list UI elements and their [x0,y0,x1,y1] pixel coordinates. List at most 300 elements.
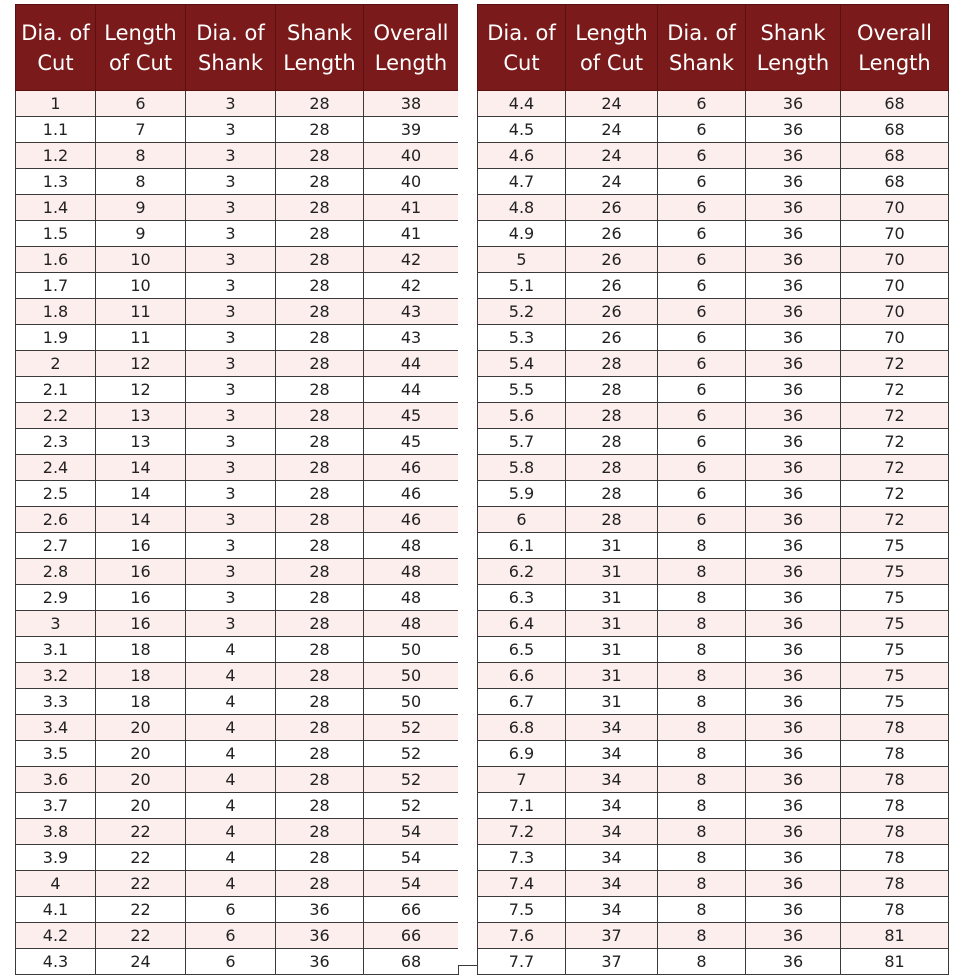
cell-dia-of-shank: 4 [186,663,276,689]
cell-shank-length: 28 [276,559,364,585]
cell-shank-length: 36 [746,169,841,195]
table-row [478,455,949,481]
cell-dia-of-cut: 3.5 [16,741,96,767]
cell-shank-length: 36 [746,377,841,403]
cell-dia-of-shank: 8 [658,845,746,871]
cell-overall-length: 81 [841,923,949,949]
cell-overall-length: 48 [364,611,459,637]
cell-dia-of-cut: 4.2 [16,923,96,949]
table-row [478,247,949,273]
table-row [478,299,949,325]
cell-shank-length: 28 [276,819,364,845]
cell-dia-of-cut: 5.5 [478,377,566,403]
cell-length-of-cut: 26 [566,195,658,221]
cell-dia-of-cut: 6.4 [478,611,566,637]
cell-dia-of-cut: 2.9 [16,585,96,611]
cell-dia-of-cut: 3.1 [16,637,96,663]
cell-dia-of-cut: 7.3 [478,845,566,871]
cell-overall-length: 68 [364,949,459,975]
cell-shank-length: 28 [276,585,364,611]
table-row [16,481,459,507]
cell-overall-length: 68 [841,117,949,143]
cell-length-of-cut: 13 [96,403,186,429]
cell-dia-of-shank: 3 [186,117,276,143]
cell-dia-of-cut: 6.9 [478,741,566,767]
cell-overall-length: 43 [364,325,459,351]
cell-dia-of-shank: 6 [186,923,276,949]
cell-shank-length: 28 [276,871,364,897]
cell-shank-length: 36 [746,221,841,247]
cell-dia-of-shank: 3 [186,91,276,117]
cell-dia-of-shank: 8 [658,923,746,949]
cell-shank-length: 36 [746,117,841,143]
cell-shank-length: 36 [746,403,841,429]
cell-overall-length: 52 [364,715,459,741]
cell-dia-of-shank: 8 [658,741,746,767]
table-row [16,117,459,143]
cell-length-of-cut: 31 [566,637,658,663]
cell-dia-of-shank: 4 [186,819,276,845]
cell-dia-of-shank: 3 [186,533,276,559]
cell-overall-length: 78 [841,793,949,819]
cell-shank-length: 36 [746,871,841,897]
table-row [478,611,949,637]
cell-dia-of-cut: 2.2 [16,403,96,429]
cell-length-of-cut: 10 [96,273,186,299]
cell-dia-of-cut: 7.2 [478,819,566,845]
header-row [16,5,459,91]
cell-length-of-cut: 24 [96,949,186,975]
cell-length-of-cut: 20 [96,767,186,793]
cell-dia-of-shank: 8 [658,767,746,793]
table-row [478,143,949,169]
table-row [478,117,949,143]
cell-overall-length: 44 [364,351,459,377]
cell-dia-of-cut: 1 [16,91,96,117]
cell-dia-of-shank: 8 [658,897,746,923]
cell-dia-of-cut: 5.9 [478,481,566,507]
cell-shank-length: 36 [746,325,841,351]
cell-dia-of-shank: 6 [658,299,746,325]
cell-dia-of-cut: 4.7 [478,169,566,195]
cell-shank-length: 28 [276,767,364,793]
cell-shank-length: 28 [276,741,364,767]
table-row [16,429,459,455]
table-row [478,663,949,689]
cell-length-of-cut: 16 [96,559,186,585]
table-row [478,195,949,221]
cell-shank-length: 36 [746,923,841,949]
cell-shank-length: 36 [746,767,841,793]
table-row [16,299,459,325]
cell-shank-length: 28 [276,377,364,403]
cell-shank-length: 36 [746,585,841,611]
cell-length-of-cut: 31 [566,559,658,585]
cell-overall-length: 70 [841,273,949,299]
cell-shank-length: 28 [276,845,364,871]
cell-dia-of-shank: 8 [658,663,746,689]
table-row [478,871,949,897]
cell-length-of-cut: 6 [96,91,186,117]
cell-length-of-cut: 16 [96,585,186,611]
cell-dia-of-cut: 7.6 [478,923,566,949]
cell-overall-length: 78 [841,897,949,923]
column-header-overall-length: Overall Length [841,5,949,91]
cell-shank-length: 28 [276,299,364,325]
cell-shank-length: 28 [276,481,364,507]
cell-dia-of-shank: 6 [658,273,746,299]
cell-length-of-cut: 28 [566,351,658,377]
cell-overall-length: 72 [841,507,949,533]
cell-dia-of-cut: 1.1 [16,117,96,143]
cell-length-of-cut: 10 [96,247,186,273]
cell-dia-of-cut: 7 [478,767,566,793]
cell-length-of-cut: 31 [566,663,658,689]
table-row [478,403,949,429]
cell-overall-length: 46 [364,455,459,481]
cell-overall-length: 45 [364,429,459,455]
cell-dia-of-cut: 7.5 [478,897,566,923]
cell-shank-length: 36 [746,507,841,533]
cell-dia-of-cut: 5.3 [478,325,566,351]
cell-length-of-cut: 34 [566,793,658,819]
cell-shank-length: 28 [276,247,364,273]
cell-overall-length: 39 [364,117,459,143]
cell-shank-length: 36 [746,299,841,325]
cell-dia-of-cut: 5.7 [478,429,566,455]
cell-length-of-cut: 12 [96,377,186,403]
cell-shank-length: 36 [276,897,364,923]
cell-dia-of-cut: 7.4 [478,871,566,897]
table-row [478,767,949,793]
cell-overall-length: 54 [364,845,459,871]
cell-overall-length: 48 [364,533,459,559]
table-row [16,351,459,377]
cell-shank-length: 36 [276,923,364,949]
cell-overall-length: 50 [364,689,459,715]
cell-shank-length: 36 [746,741,841,767]
cell-dia-of-shank: 8 [658,819,746,845]
cell-dia-of-shank: 6 [658,481,746,507]
cell-length-of-cut: 22 [96,819,186,845]
cell-length-of-cut: 20 [96,715,186,741]
cell-dia-of-cut: 2 [16,351,96,377]
cell-shank-length: 28 [276,273,364,299]
cell-dia-of-shank: 4 [186,793,276,819]
cell-shank-length: 36 [746,143,841,169]
cell-shank-length: 28 [276,143,364,169]
spec-table-right [477,4,949,975]
cell-dia-of-cut: 3.6 [16,767,96,793]
cell-dia-of-cut: 6.3 [478,585,566,611]
cell-length-of-cut: 24 [566,143,658,169]
table-row [478,481,949,507]
cell-dia-of-cut: 2.3 [16,429,96,455]
cell-length-of-cut: 28 [566,455,658,481]
cell-length-of-cut: 14 [96,455,186,481]
cell-dia-of-cut: 6.6 [478,663,566,689]
cell-overall-length: 70 [841,221,949,247]
cell-overall-length: 50 [364,637,459,663]
cell-length-of-cut: 16 [96,611,186,637]
column-header-dia-of-shank: Dia. of Shank [658,5,746,91]
table-row [478,637,949,663]
cell-dia-of-shank: 8 [658,949,746,975]
cell-shank-length: 36 [746,455,841,481]
table-row [16,793,459,819]
cell-overall-length: 43 [364,299,459,325]
cell-dia-of-cut: 3.7 [16,793,96,819]
column-header-length-of-cut: Length of Cut [96,5,186,91]
cell-shank-length: 28 [276,403,364,429]
table-row [16,169,459,195]
cell-dia-of-shank: 8 [658,559,746,585]
cell-length-of-cut: 18 [96,663,186,689]
cell-shank-length: 28 [276,715,364,741]
cell-length-of-cut: 22 [96,845,186,871]
cell-dia-of-cut: 3.8 [16,819,96,845]
column-header-length-of-cut: Length of Cut [566,5,658,91]
cell-dia-of-shank: 3 [186,585,276,611]
cell-overall-length: 42 [364,273,459,299]
cell-dia-of-cut: 5 [478,247,566,273]
cell-shank-length: 36 [746,845,841,871]
cell-dia-of-cut: 1.7 [16,273,96,299]
cell-dia-of-cut: 2.6 [16,507,96,533]
table-row [478,221,949,247]
table-row [16,949,459,975]
cell-length-of-cut: 37 [566,923,658,949]
cell-dia-of-cut: 2.8 [16,559,96,585]
cell-overall-length: 75 [841,689,949,715]
cell-dia-of-shank: 4 [186,715,276,741]
cell-dia-of-cut: 6.7 [478,689,566,715]
cell-shank-length: 36 [276,949,364,975]
cell-shank-length: 28 [276,351,364,377]
cell-dia-of-shank: 8 [658,611,746,637]
cell-dia-of-shank: 3 [186,273,276,299]
cell-length-of-cut: 7 [96,117,186,143]
cell-length-of-cut: 31 [566,533,658,559]
cell-length-of-cut: 34 [566,897,658,923]
cell-length-of-cut: 18 [96,637,186,663]
cell-length-of-cut: 20 [96,793,186,819]
cell-length-of-cut: 26 [566,299,658,325]
cell-overall-length: 75 [841,637,949,663]
spec-table-left [15,4,459,975]
cell-overall-length: 78 [841,767,949,793]
table-row [478,169,949,195]
cell-dia-of-shank: 8 [658,715,746,741]
cell-overall-length: 72 [841,429,949,455]
cell-dia-of-shank: 6 [658,377,746,403]
cell-length-of-cut: 28 [566,481,658,507]
cell-shank-length: 28 [276,325,364,351]
cell-dia-of-shank: 3 [186,377,276,403]
cell-dia-of-shank: 6 [658,91,746,117]
cell-dia-of-shank: 3 [186,299,276,325]
cell-dia-of-shank: 6 [658,169,746,195]
cell-dia-of-cut: 1.6 [16,247,96,273]
cell-overall-length: 52 [364,767,459,793]
column-header-shank-length: Shank Length [746,5,841,91]
cell-overall-length: 72 [841,377,949,403]
table-row [16,585,459,611]
table-row [16,247,459,273]
cell-dia-of-shank: 4 [186,637,276,663]
cell-shank-length: 28 [276,117,364,143]
cell-dia-of-cut: 4.9 [478,221,566,247]
cell-dia-of-cut: 1.2 [16,143,96,169]
cell-length-of-cut: 26 [566,325,658,351]
cell-length-of-cut: 28 [566,377,658,403]
cell-dia-of-cut: 2.7 [16,533,96,559]
table-row [478,559,949,585]
cell-dia-of-shank: 3 [186,429,276,455]
cell-dia-of-shank: 6 [658,221,746,247]
cell-dia-of-cut: 5.1 [478,273,566,299]
cell-dia-of-shank: 8 [658,533,746,559]
table-row [16,403,459,429]
cell-dia-of-shank: 8 [658,689,746,715]
cell-dia-of-shank: 3 [186,403,276,429]
cell-dia-of-shank: 3 [186,351,276,377]
table-row [16,91,459,117]
cell-length-of-cut: 26 [566,247,658,273]
cell-overall-length: 41 [364,195,459,221]
cell-overall-length: 50 [364,663,459,689]
cell-overall-length: 72 [841,403,949,429]
cell-dia-of-shank: 4 [186,689,276,715]
cell-dia-of-shank: 3 [186,611,276,637]
table-row [478,533,949,559]
table-row [478,949,949,975]
table-row [16,819,459,845]
cell-overall-length: 66 [364,897,459,923]
cell-overall-length: 40 [364,169,459,195]
cell-dia-of-shank: 3 [186,507,276,533]
cell-length-of-cut: 8 [96,169,186,195]
cell-length-of-cut: 22 [96,897,186,923]
cell-length-of-cut: 34 [566,871,658,897]
cell-dia-of-shank: 8 [658,793,746,819]
cell-overall-length: 70 [841,247,949,273]
cell-dia-of-shank: 4 [186,767,276,793]
table-row [16,715,459,741]
cell-length-of-cut: 16 [96,533,186,559]
cell-dia-of-shank: 3 [186,169,276,195]
table-row [478,689,949,715]
cell-shank-length: 28 [276,195,364,221]
cell-shank-length: 28 [276,689,364,715]
cell-length-of-cut: 11 [96,299,186,325]
cell-dia-of-shank: 3 [186,325,276,351]
cell-overall-length: 81 [841,949,949,975]
cell-dia-of-cut: 5.8 [478,455,566,481]
table-row [478,819,949,845]
table-row [16,455,459,481]
cell-shank-length: 36 [746,793,841,819]
cell-length-of-cut: 34 [566,819,658,845]
cell-dia-of-shank: 3 [186,195,276,221]
cell-shank-length: 36 [746,663,841,689]
header-row [478,5,949,91]
cell-dia-of-shank: 6 [658,403,746,429]
cell-shank-length: 36 [746,689,841,715]
cell-dia-of-shank: 3 [186,221,276,247]
cell-shank-length: 28 [276,455,364,481]
column-header-dia-of-cut: Dia. of Cut [16,5,96,91]
cell-dia-of-cut: 6.5 [478,637,566,663]
cell-overall-length: 42 [364,247,459,273]
cell-shank-length: 36 [746,195,841,221]
column-header-dia-of-shank: Dia. of Shank [186,5,276,91]
cell-length-of-cut: 24 [566,91,658,117]
cell-dia-of-shank: 6 [658,507,746,533]
table-row [16,897,459,923]
table-row [16,533,459,559]
cell-length-of-cut: 8 [96,143,186,169]
table-row [16,741,459,767]
cell-dia-of-shank: 8 [658,871,746,897]
cell-overall-length: 75 [841,585,949,611]
cell-length-of-cut: 28 [566,403,658,429]
cell-length-of-cut: 31 [566,611,658,637]
cell-dia-of-cut: 5.4 [478,351,566,377]
cell-overall-length: 75 [841,559,949,585]
cell-shank-length: 36 [746,273,841,299]
table-row [16,923,459,949]
cell-dia-of-cut: 2.5 [16,481,96,507]
cell-shank-length: 36 [746,481,841,507]
cell-shank-length: 36 [746,611,841,637]
cell-dia-of-shank: 4 [186,871,276,897]
cell-length-of-cut: 18 [96,689,186,715]
cell-dia-of-cut: 4.1 [16,897,96,923]
cell-shank-length: 36 [746,949,841,975]
cell-dia-of-shank: 6 [186,897,276,923]
table-row [16,637,459,663]
cell-overall-length: 46 [364,481,459,507]
cell-overall-length: 75 [841,533,949,559]
cell-dia-of-shank: 6 [658,247,746,273]
cell-dia-of-shank: 3 [186,143,276,169]
table-row [16,845,459,871]
table-row [16,377,459,403]
table-row [16,195,459,221]
cell-overall-length: 38 [364,91,459,117]
cell-dia-of-shank: 8 [658,585,746,611]
table-row [16,871,459,897]
cell-overall-length: 78 [841,741,949,767]
cell-shank-length: 36 [746,533,841,559]
cell-dia-of-cut: 7.1 [478,793,566,819]
cell-dia-of-cut: 4 [16,871,96,897]
cell-overall-length: 78 [841,715,949,741]
cell-dia-of-cut: 6 [478,507,566,533]
cell-overall-length: 72 [841,481,949,507]
cell-overall-length: 72 [841,351,949,377]
cell-length-of-cut: 11 [96,325,186,351]
table-row [478,845,949,871]
cell-shank-length: 36 [746,91,841,117]
cell-overall-length: 54 [364,871,459,897]
table-row [16,143,459,169]
cell-shank-length: 28 [276,429,364,455]
cell-dia-of-shank: 3 [186,481,276,507]
cell-shank-length: 36 [746,247,841,273]
cell-overall-length: 72 [841,455,949,481]
